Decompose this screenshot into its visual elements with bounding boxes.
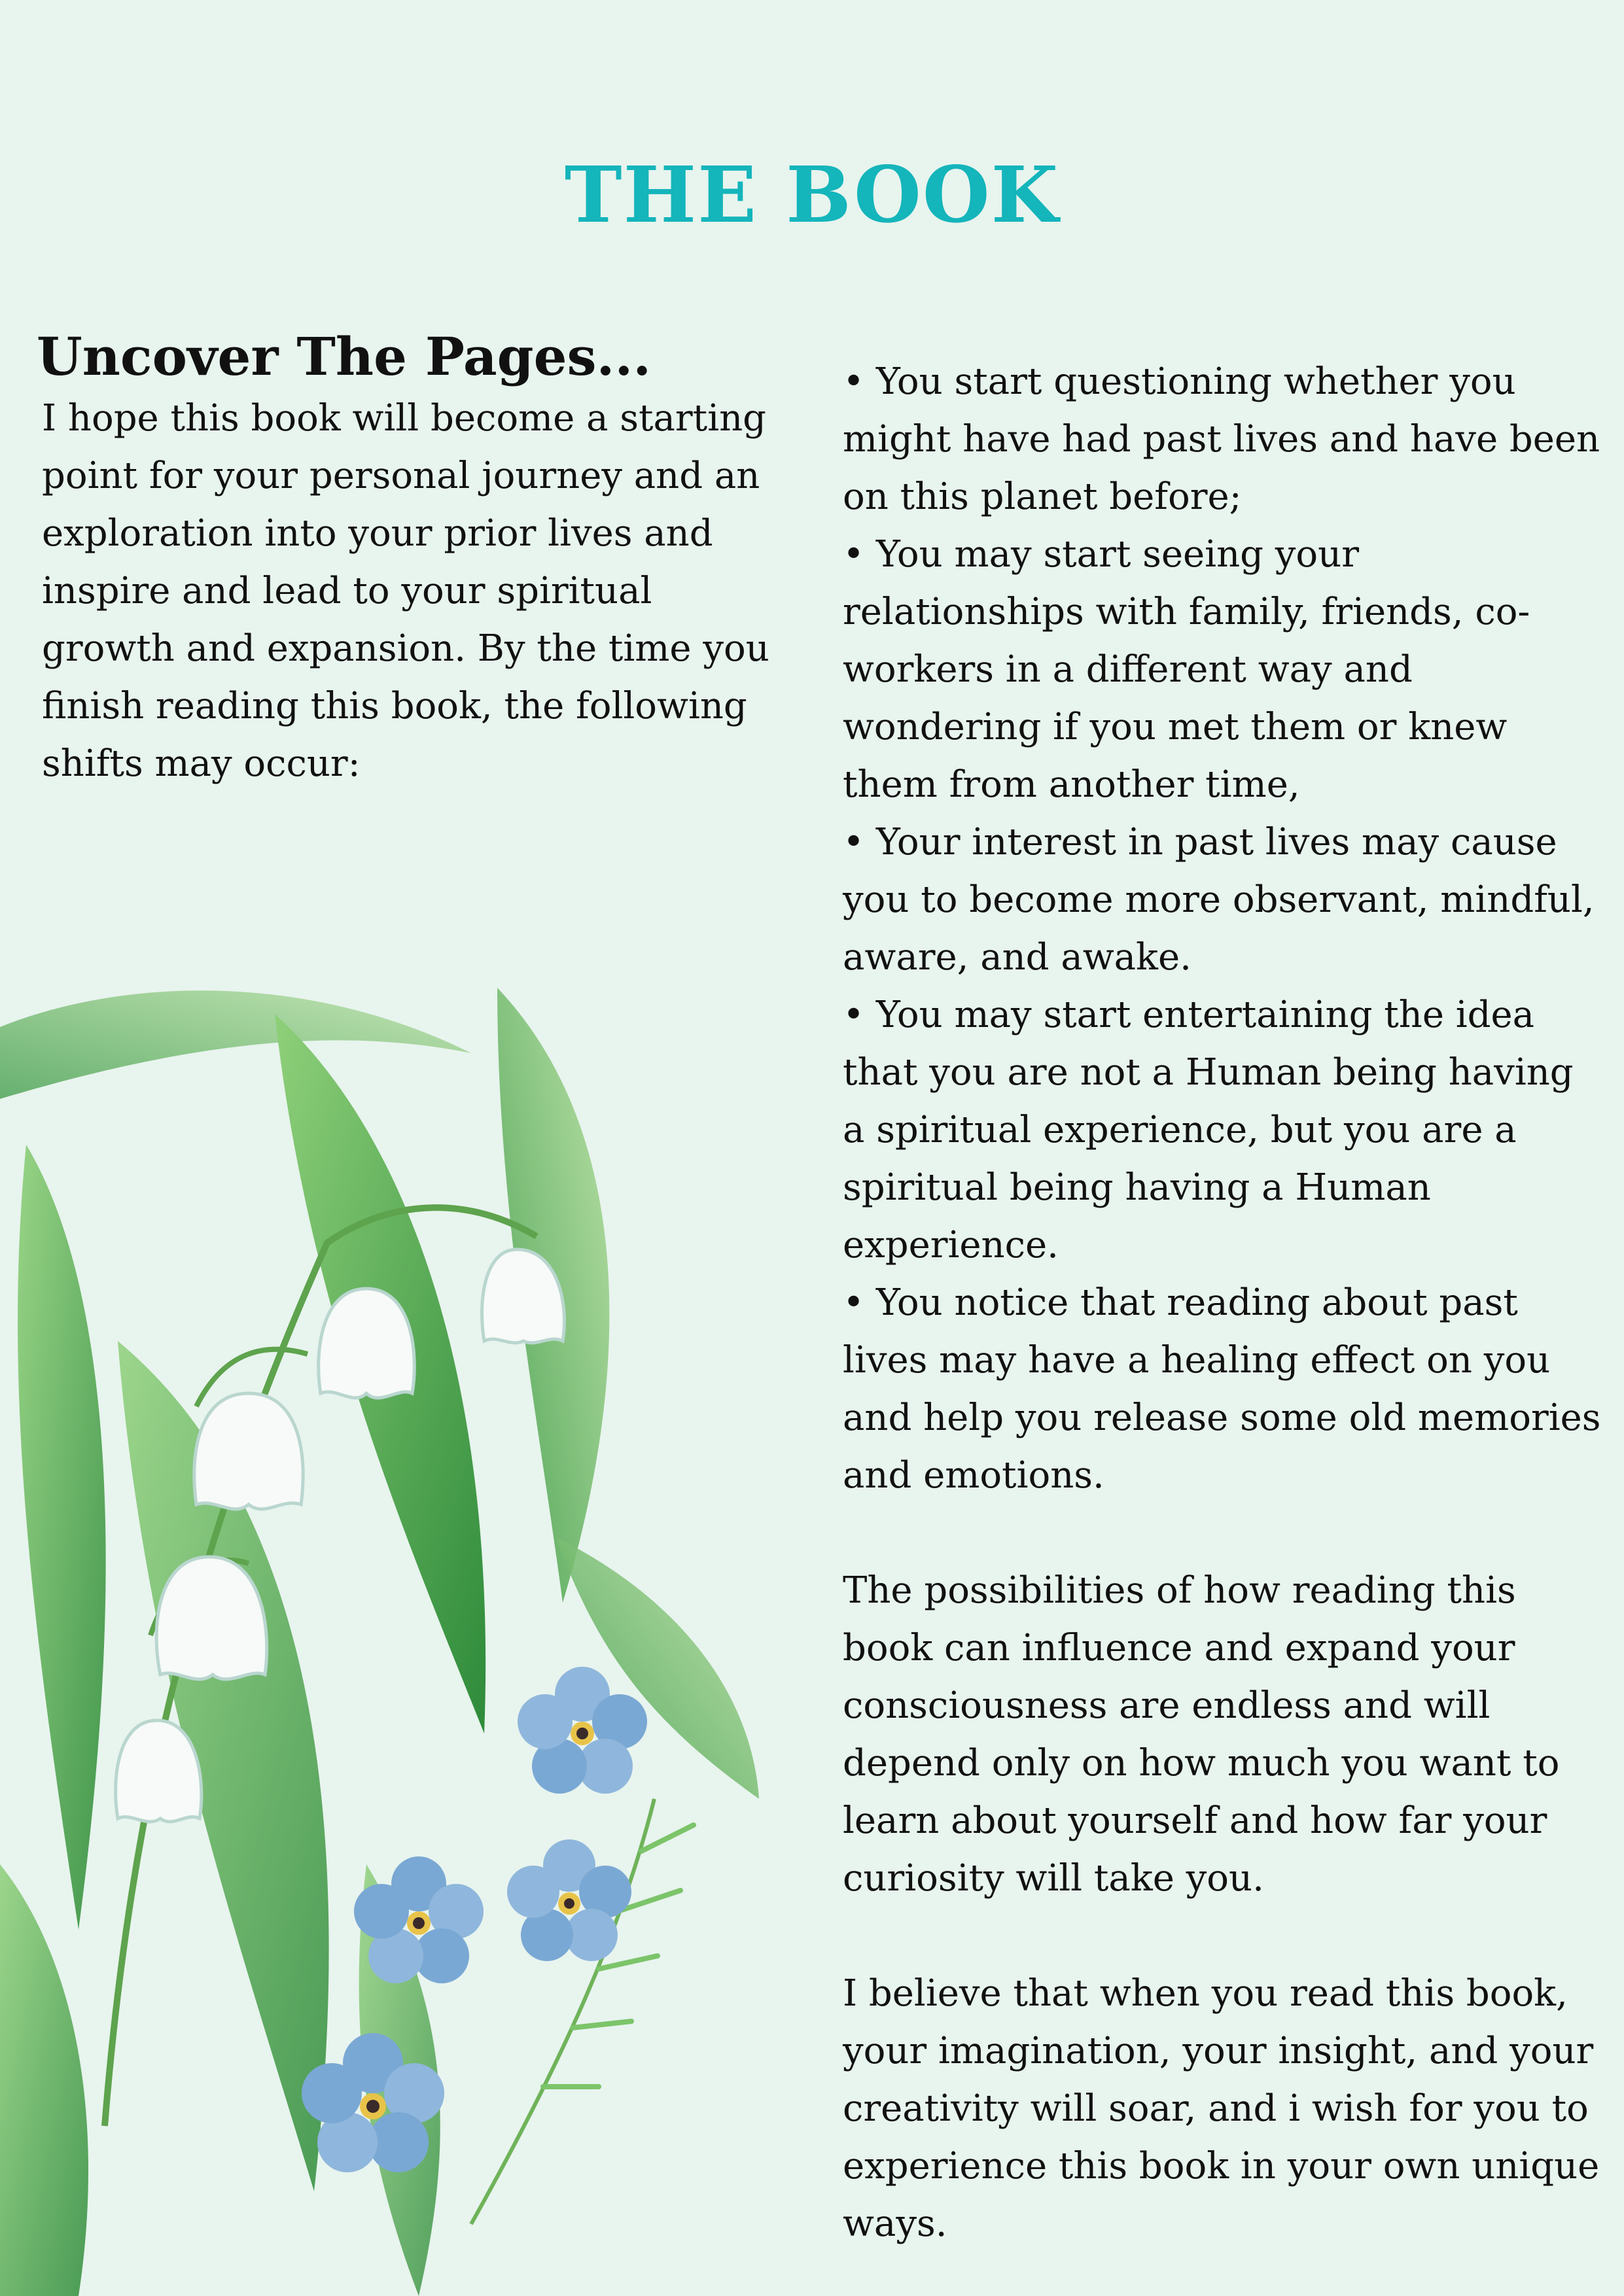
leaf-shape [0,990,471,1099]
body-paragraph: I believe that when you read this book, your imagination, your insight, and your creativity will soar, and i wish for you to experience this book in your own unique ways. [843,1972,1600,2245]
bullet-item: • You may start entertaining the idea that you are not a Human being having a spiritual experience, but you are a spiritual being having a Human experience. [843,994,1574,1266]
intro-paragraph: I hope this book will become a starting point for your personal journey and an exploration into your prior lives and inspire and lead to your spiritual growth and expansion. By the time you finish reading this book, the following shifts may occur: [42,397,769,785]
bullet-item: • Your interest in past lives may cause you to become more observant, mindful, aware, and awake. [843,821,1595,979]
spacer [843,1505,1602,1562]
forget-me-not-flower [302,1667,647,2172]
floral-illustration [0,948,838,2296]
right-column [843,353,1602,2253]
bullet-item: • You start questioning whether you might have had past lives and have been on this planet before; [843,360,1600,518]
page-title: THE BOOK [564,149,1060,240]
section-heading: Uncover The Pages... [37,326,652,387]
body-paragraph: The possibilities of how reading this book can influence and expand your consciousness are endless and will depend only on how much you want to learn about yourself and how far your curiosity will take you. [843,1569,1560,1900]
leaf-shape [0,1864,88,2296]
bullet-item: • You may start seeing your relationships with family, friends, co-workers in a different way and wondering if you met them or knew them from another time, [843,533,1530,806]
leaf-shape [18,1145,106,1930]
bullet-item: • You notice that reading about past lives may have a healing effect on you and help you release some old memories and emotions. [843,1281,1601,1497]
spacer [843,1907,1602,1965]
